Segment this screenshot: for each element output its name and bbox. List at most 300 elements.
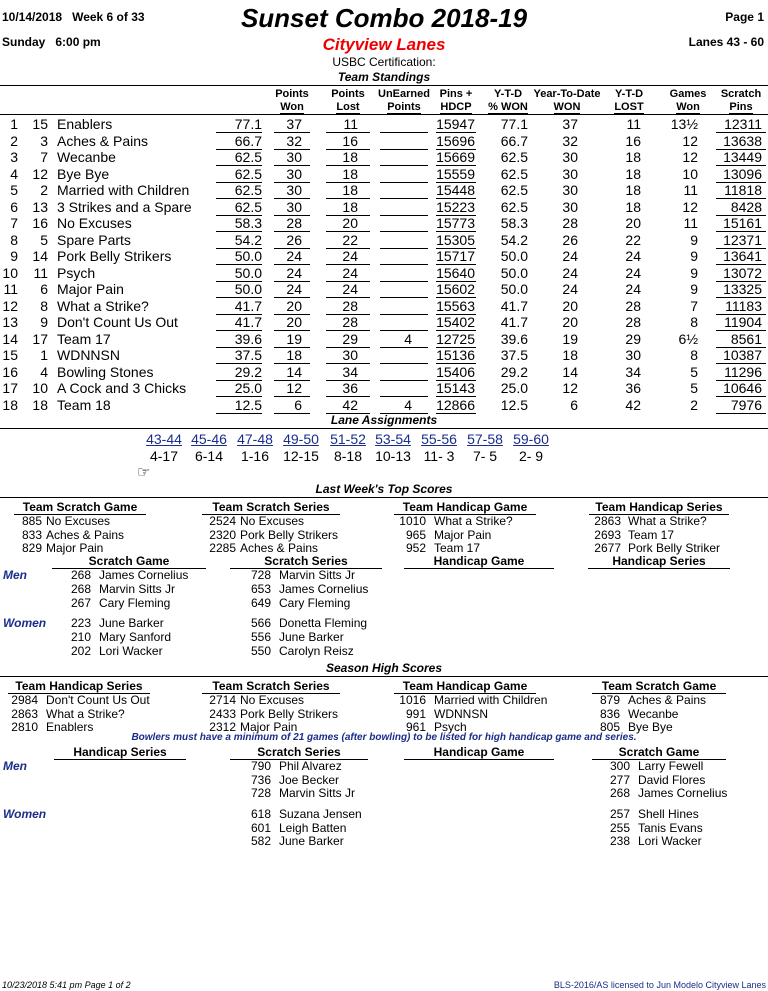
cell-ytdlost: 24: [625, 281, 641, 297]
score-value: 885: [21, 514, 42, 528]
cell-place: 1: [10, 116, 18, 132]
cell-scratch: 13641: [723, 248, 762, 264]
cell-ytdwon: 30: [562, 165, 578, 182]
column-header-games: Games Won: [669, 88, 707, 113]
divider: [0, 428, 768, 429]
bowler-name: Enablers: [46, 720, 94, 734]
bowler-name: Pork Belly Strikers: [240, 527, 339, 542]
bowler-name: Carolyn Reisz: [279, 644, 354, 658]
cell-ytdpct: 41.7: [500, 297, 528, 314]
bowler-name: Team 17: [434, 541, 481, 555]
bowler-name: Lori Wacker: [638, 834, 702, 848]
cell-pct: 37.5: [234, 347, 262, 363]
cell-ytdlost: 29: [625, 330, 641, 347]
table-row: [0, 182, 768, 199]
cell-scratch: 15161: [723, 215, 762, 231]
cell-lost: 18: [342, 165, 358, 182]
cell-lost: 29: [342, 330, 358, 347]
bowler-name: David Flores: [638, 772, 706, 787]
cell-pct: 62.5: [234, 165, 262, 182]
score-group-title: Team Handicap Game: [402, 500, 528, 514]
score-value: 556: [250, 630, 271, 644]
cell-won: 24: [286, 264, 302, 281]
score-value: 2312: [209, 720, 236, 734]
cell-won: 37: [286, 116, 302, 132]
cell-scratch: 10387: [723, 347, 762, 363]
cell-games: 11: [683, 215, 698, 231]
cell-name: Married with Children: [57, 182, 190, 198]
bowler-name: Cary Fleming: [99, 596, 171, 610]
score-value: 2285: [209, 541, 236, 555]
cell-ytdwon: 14: [562, 363, 578, 380]
bowler-name: Bye Bye: [628, 720, 673, 734]
score-value: 2677: [594, 541, 621, 555]
cell-name: Bye Bye: [57, 165, 110, 182]
column-header-ytdwon: Year-To-Date WON: [533, 88, 601, 113]
score-value: 277: [609, 772, 630, 787]
cell-pct: 29.2: [234, 363, 262, 380]
cell-num: 9: [40, 314, 48, 330]
score-value: 2693: [594, 527, 621, 542]
cell-place: 13: [2, 314, 18, 330]
lane-pair: 51-52: [330, 431, 366, 447]
divider: [0, 85, 768, 86]
cell-pct: 50.0: [234, 264, 262, 281]
cell-lost: 24: [342, 281, 358, 297]
column-header-won: Points Won: [275, 88, 309, 113]
title-underline: [54, 759, 186, 760]
score-value: 1010: [399, 514, 426, 528]
lane-matchup: 12-15: [283, 448, 319, 464]
cell-ytdlost: 11: [626, 116, 641, 132]
score-group-title: Handicap Series: [612, 554, 706, 568]
cell-ytdwon: 30: [562, 149, 578, 165]
cell-num: 2: [40, 182, 48, 198]
lane-pair: 55-56: [421, 431, 457, 447]
cell-scratch: 8428: [730, 198, 762, 215]
cell-ytdwon: 32: [562, 132, 578, 149]
cell-lost: 34: [342, 363, 358, 380]
cell-lost: 16: [342, 132, 358, 149]
bowler-name: Cary Fleming: [279, 596, 351, 610]
cell-won: 18: [286, 347, 302, 363]
cell-num: 12: [32, 165, 48, 182]
lanes-range: Lanes 43 - 60: [688, 35, 764, 49]
women-label: Women: [3, 616, 47, 630]
cell-lost: 42: [342, 396, 358, 413]
cell-name: Bowling Stones: [57, 363, 154, 380]
table-row: [0, 397, 768, 414]
cell-lost: 18: [342, 182, 358, 198]
table-row: [0, 265, 768, 282]
cell-unearned: 4: [404, 330, 412, 347]
cell-ytdwon: 24: [562, 264, 578, 281]
lane-matchup: 4-17: [149, 448, 179, 464]
cell-scratch: 8561: [730, 330, 762, 347]
table-row: [0, 199, 768, 216]
cell-place: 5: [10, 182, 18, 198]
bowler-name: No Excuses: [240, 693, 305, 707]
cell-num: 7: [40, 149, 48, 165]
bowler-name: Donetta Fleming: [279, 616, 368, 630]
score-value: 836: [599, 706, 620, 721]
cell-games: 9: [690, 281, 698, 297]
score-value: 601: [250, 820, 271, 835]
cell-place: 15: [2, 347, 18, 363]
cell-pins: 15717: [436, 248, 475, 264]
cell-games: 2: [690, 396, 698, 413]
cell-name: Pork Belly Strikers: [57, 248, 172, 264]
lane-matchup: 2- 9: [518, 448, 544, 464]
cell-num: 13: [32, 198, 48, 215]
title-underline: [404, 759, 554, 760]
cell-pct: 50.0: [234, 248, 262, 264]
lane-matchup: 7- 5: [472, 448, 498, 464]
table-row: [0, 116, 768, 133]
cell-won: 30: [286, 165, 302, 182]
bowler-name: Major Pain: [240, 720, 298, 734]
column-header-ytdlost: Y-T-D LOST: [614, 88, 644, 113]
cell-ytdpct: 50.0: [500, 248, 528, 264]
last-week-title: Last Week's Top Scores: [315, 482, 453, 496]
cell-ytdwon: 30: [562, 198, 578, 215]
table-row: [0, 298, 768, 315]
cell-won: 20: [286, 314, 302, 330]
cell-pins: 12725: [436, 330, 475, 347]
score-group-title: Scratch Game: [618, 745, 700, 759]
bowler-name: Aches & Pains: [46, 527, 125, 542]
header-underline: [0, 114, 768, 115]
cell-ytdlost: 20: [625, 215, 641, 231]
cell-won: 24: [286, 281, 302, 297]
season-high-title: Season High Scores: [325, 661, 443, 675]
footer-printed: 10/23/2018 5:41 pm Page 1 of 2: [2, 980, 131, 990]
column-header-pins: Pins + HDCP: [439, 88, 473, 113]
table-row: [0, 149, 768, 166]
cell-ytdlost: 16: [625, 132, 641, 149]
score-value: 223: [70, 616, 91, 630]
cell-place: 2: [10, 132, 18, 149]
cell-ytdlost: 18: [625, 149, 641, 165]
cell-name: Team 17: [57, 330, 111, 347]
cell-num: 18: [32, 396, 48, 413]
cell-pct: 41.7: [234, 314, 262, 330]
bowler-name: What a Strike?: [628, 514, 707, 528]
cell-scratch: 13449: [723, 149, 762, 165]
cell-place: 11: [3, 281, 18, 297]
score-value: 550: [250, 644, 271, 658]
bowler-name: No Excuses: [240, 514, 305, 528]
score-value: 2984: [11, 693, 38, 707]
title-underline: [404, 568, 554, 569]
cell-games: 12: [682, 198, 698, 215]
lane-pair: 57-58: [467, 431, 503, 447]
cell-pins: 15559: [436, 165, 475, 182]
bowler-name: James Cornelius: [99, 568, 189, 582]
score-group-title: Handicap Game: [433, 745, 525, 759]
bowler-name: Marvin Sitts Jr: [279, 786, 356, 800]
cell-scratch: 11818: [724, 182, 762, 198]
score-group-title: Team Scratch Game: [601, 679, 717, 693]
bowler-name: Pork Belly Striker: [628, 541, 721, 555]
cell-won: 28: [286, 215, 302, 231]
cell-place: 18: [2, 396, 18, 413]
cell-scratch: 10646: [723, 380, 762, 396]
bowler-name: What a Strike?: [46, 706, 125, 721]
cell-num: 14: [32, 248, 48, 264]
score-group-title: Team Scratch Series: [212, 679, 330, 693]
bowler-name: Shell Hines: [638, 807, 699, 821]
cell-pct: 77.1: [234, 116, 262, 132]
table-row: [0, 281, 768, 298]
cell-scratch: 11183: [725, 297, 762, 314]
table-row: [0, 248, 768, 265]
cell-num: 4: [40, 363, 48, 380]
men-label: Men: [3, 759, 27, 773]
cell-won: 24: [286, 248, 302, 264]
cell-name: Don't Count Us Out: [57, 314, 178, 330]
bowler-name: Psych: [434, 720, 467, 734]
center-name: Cityview Lanes: [322, 35, 446, 54]
cell-name: Wecanbe: [57, 149, 116, 165]
score-value: 268: [70, 568, 91, 582]
table-row: [0, 314, 768, 331]
cell-lost: 18: [342, 149, 358, 165]
cell-ytdwon: 24: [562, 248, 578, 264]
cell-pins: 15136: [436, 347, 475, 363]
cell-scratch: 12311: [724, 116, 762, 132]
cell-scratch: 13325: [723, 281, 762, 297]
score-group-title: Team Handicap Series: [15, 679, 143, 693]
cell-ytdwon: 6: [570, 396, 578, 413]
bowler-name: Mary Sanford: [99, 630, 172, 644]
lane-pair: 53-54: [375, 431, 411, 447]
score-value: 965: [405, 527, 426, 542]
cell-num: 10: [32, 380, 48, 396]
cell-ytdpct: 25.0: [500, 380, 528, 396]
cell-lost: 18: [342, 198, 358, 215]
cell-pins: 15448: [436, 182, 475, 198]
cell-pct: 62.5: [234, 149, 262, 165]
cell-place: 14: [2, 330, 18, 347]
cell-scratch: 7976: [730, 396, 762, 413]
score-group-title: Scratch Game: [88, 554, 170, 568]
cell-ytdpct: 50.0: [500, 281, 528, 297]
bowler-name: Phil Alvarez: [279, 759, 342, 773]
bowler-name: Aches & Pains: [240, 541, 319, 555]
cell-ytdpct: 54.2: [500, 231, 528, 248]
lane-pair: 43-44: [146, 431, 182, 447]
column-header-unearned: UnEarned Points: [378, 88, 430, 113]
lane-matchup: 11- 3: [423, 448, 455, 464]
bowler-name: Wecanbe: [628, 706, 679, 721]
cell-ytdwon: 28: [562, 215, 578, 231]
cell-num: 8: [40, 297, 48, 314]
women-label: Women: [3, 807, 47, 821]
bowler-name: Major Pain: [46, 541, 104, 555]
table-row: [0, 380, 768, 397]
cell-ytdwon: 18: [562, 347, 578, 363]
cell-ytdwon: 20: [562, 314, 578, 330]
score-value: 952: [405, 541, 426, 555]
cell-num: 5: [40, 231, 48, 248]
table-row: [0, 347, 768, 364]
cell-ytdlost: 34: [625, 363, 641, 380]
cell-num: 11: [33, 264, 48, 281]
cell-games: 8: [690, 314, 698, 330]
cell-lost: 30: [342, 347, 358, 363]
bowler-name: Don't Count Us Out: [46, 693, 150, 707]
score-value: 257: [609, 807, 630, 821]
pointing-hand-icon: ☞: [137, 464, 151, 481]
cell-ytdlost: 30: [625, 347, 641, 363]
team-standings-title: Team Standings: [337, 70, 431, 84]
cell-pins: 15305: [436, 231, 475, 248]
bowler-name: WDNNSN: [434, 706, 488, 721]
score-value: 582: [250, 834, 271, 848]
column-header-ytdpct: Y-T-D % WON: [488, 88, 528, 113]
cell-pct: 62.5: [234, 182, 262, 198]
cell-pins: 15143: [436, 380, 475, 396]
lane-matchup: 8-18: [333, 448, 363, 464]
score-value: 2433: [209, 706, 236, 721]
cell-games: 9: [690, 264, 698, 281]
cell-ytdlost: 42: [625, 396, 641, 413]
cell-ytdwon: 30: [562, 182, 578, 198]
cell-won: 6: [294, 396, 302, 413]
cell-scratch: 13638: [723, 132, 762, 149]
bowler-name: No Excuses: [46, 514, 111, 528]
cell-num: 1: [40, 347, 48, 363]
cell-name: Major Pain: [57, 281, 124, 297]
cell-lost: 22: [342, 231, 358, 248]
lane-matchup: 1-16: [240, 448, 270, 464]
cell-name: Team 18: [57, 396, 111, 413]
cell-ytdwon: 24: [562, 281, 578, 297]
column-header-scratch: Scratch Pins: [720, 88, 762, 113]
cell-won: 32: [286, 132, 302, 149]
cell-ytdlost: 28: [625, 314, 641, 330]
cell-ytdlost: 18: [625, 198, 641, 215]
cell-ytdlost: 18: [625, 182, 641, 198]
score-group-title: Team Handicap Game: [402, 679, 528, 693]
cell-num: 3: [40, 132, 48, 149]
league-title: Sunset Combo 2018-19: [240, 3, 528, 33]
bowler-name: Tanis Evans: [638, 820, 703, 835]
cell-num: 6: [40, 281, 48, 297]
divider: [0, 497, 768, 498]
cell-games: 8: [690, 347, 698, 363]
cell-games: 10: [682, 165, 698, 182]
cell-ytdpct: 50.0: [500, 264, 528, 281]
cell-place: 16: [2, 363, 18, 380]
cell-games: 6½: [678, 330, 698, 347]
score-value: 991: [405, 706, 426, 721]
cell-name: What a Strike?: [57, 297, 149, 314]
cell-lost: 28: [342, 314, 358, 330]
cell-lost: 36: [342, 380, 358, 396]
cell-pins: 15696: [436, 132, 475, 149]
cell-games: 11: [683, 182, 698, 198]
cell-name: Aches & Pains: [57, 132, 149, 149]
cell-ytdpct: 29.2: [500, 363, 528, 380]
cell-won: 19: [286, 330, 302, 347]
cell-pins: 15402: [436, 314, 475, 330]
cell-pins: 15773: [436, 215, 475, 231]
lane-pair: 45-46: [191, 431, 227, 447]
score-value: 618: [250, 807, 271, 821]
cell-place: 10: [2, 264, 18, 281]
cell-pct: 39.6: [234, 330, 262, 347]
cell-pct: 50.0: [234, 281, 262, 297]
bowler-name: June Barker: [279, 630, 344, 644]
cell-pct: 66.7: [234, 132, 262, 149]
cell-pct: 62.5: [234, 198, 262, 215]
lane-pair: 47-48: [237, 431, 273, 447]
score-value: 790: [250, 759, 271, 773]
cell-pct: 58.3: [234, 215, 262, 231]
score-value: 2320: [209, 527, 236, 542]
cell-name: Spare Parts: [57, 231, 131, 248]
cell-place: 6: [10, 198, 18, 215]
cell-name: 3 Strikes and a Spare: [57, 198, 192, 215]
bowler-name: James Cornelius: [279, 582, 369, 596]
score-group-title: Handicap Series: [73, 745, 167, 759]
bowler-name: What a Strike?: [434, 514, 513, 528]
bowler-name: Leigh Batten: [279, 820, 347, 835]
cell-games: 13½: [670, 116, 698, 132]
cell-ytdpct: 66.7: [500, 132, 528, 149]
cell-ytdpct: 12.5: [500, 396, 528, 413]
table-row: [0, 364, 768, 381]
score-value: 1016: [399, 693, 426, 707]
score-value: 649: [250, 596, 271, 610]
cell-ytdwon: 20: [562, 297, 578, 314]
cell-lost: 24: [342, 264, 358, 281]
bowler-name: Aches & Pains: [628, 693, 707, 707]
bowler-name: Marvin Sitts Jr: [99, 582, 176, 596]
cell-pins: 15640: [436, 264, 475, 281]
lane-pair: 59-60: [513, 431, 549, 447]
cell-pins: 15223: [436, 198, 475, 215]
bowler-name: Marvin Sitts Jr: [279, 568, 356, 582]
cell-games: 12: [682, 149, 698, 165]
cell-place: 9: [10, 248, 18, 264]
score-group-title: Scratch Series: [257, 745, 341, 759]
score-group-title: Team Scratch Game: [22, 500, 138, 514]
bowler-name: Lori Wacker: [99, 644, 163, 658]
men-label: Men: [3, 568, 27, 582]
score-value: 961: [405, 720, 426, 734]
cell-place: 17: [2, 380, 18, 396]
cell-ytdwon: 19: [562, 330, 578, 347]
cell-unearned: 4: [404, 396, 412, 413]
cell-games: 5: [690, 380, 698, 396]
cell-won: 30: [286, 198, 302, 215]
score-group-title: Team Handicap Series: [595, 500, 723, 514]
cell-lost: 24: [342, 248, 358, 264]
bowler-name: James Cornelius: [638, 786, 728, 800]
title-underline: [588, 568, 730, 569]
cell-scratch: 12371: [723, 231, 762, 248]
cell-ytdpct: 58.3: [500, 215, 528, 231]
bowler-name: Joe Becker: [279, 772, 340, 787]
cell-ytdpct: 77.1: [500, 116, 528, 132]
cell-ytdpct: 39.6: [500, 330, 528, 347]
score-value: 2524: [209, 514, 236, 528]
score-value: 2810: [11, 720, 38, 734]
cell-pins: 15669: [436, 149, 475, 165]
